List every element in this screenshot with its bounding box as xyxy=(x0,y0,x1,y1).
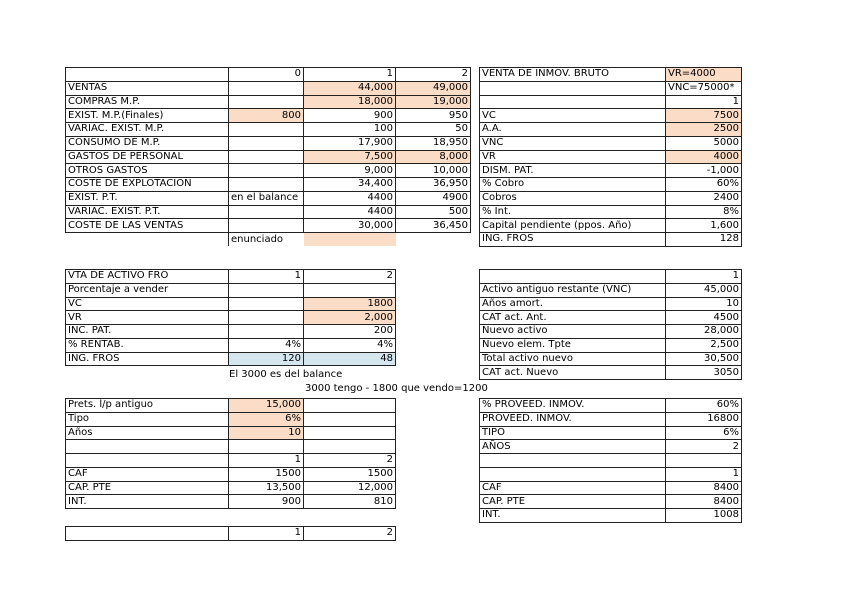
cell[interactable]: 900 xyxy=(229,495,304,509)
table-row xyxy=(480,325,742,339)
table-row xyxy=(66,481,396,495)
cell[interactable]: VR xyxy=(66,311,229,325)
cell[interactable]: % PROVEED. INMOV. xyxy=(480,399,666,413)
table-row xyxy=(480,283,742,297)
table-row xyxy=(66,178,471,192)
cell[interactable]: A.A. xyxy=(480,123,666,137)
cell[interactable]: Capital pendiente (ppos. Año) xyxy=(480,219,666,233)
table-row xyxy=(480,136,742,150)
cell[interactable]: Años amort. xyxy=(480,297,666,311)
cell[interactable] xyxy=(66,527,229,541)
cell[interactable]: 36,950 xyxy=(396,178,471,192)
cell[interactable]: 1500 xyxy=(229,467,304,481)
cell[interactable]: 4000 xyxy=(666,150,742,164)
cell[interactable] xyxy=(229,311,304,325)
cell[interactable]: VC xyxy=(66,297,229,311)
cell[interactable]: VENTAS xyxy=(66,81,229,95)
cell[interactable]: 49,000 xyxy=(396,81,471,95)
cell[interactable]: 10,000 xyxy=(396,164,471,178)
table-row xyxy=(480,205,742,219)
cell[interactable]: Años xyxy=(66,426,229,440)
cell[interactable] xyxy=(229,164,304,178)
table-row xyxy=(480,366,742,380)
table-row xyxy=(480,233,742,247)
cell[interactable]: COSTE DE LAS VENTAS xyxy=(66,219,229,233)
cell[interactable]: INT. xyxy=(480,509,666,523)
cell[interactable]: 6% xyxy=(229,412,304,426)
cell[interactable] xyxy=(304,283,396,297)
cell[interactable] xyxy=(229,150,304,164)
cell[interactable]: INC. PAT. xyxy=(66,325,229,339)
cell[interactable] xyxy=(229,95,304,109)
table-row xyxy=(66,95,471,109)
cell[interactable]: Tipo xyxy=(66,412,229,426)
cell[interactable]: CAT act. Ant. xyxy=(480,311,666,325)
cell[interactable]: 36,450 xyxy=(396,219,471,233)
table-row xyxy=(66,440,396,454)
cell[interactable]: Nuevo activo xyxy=(480,325,666,339)
cell[interactable]: 8400 xyxy=(666,495,742,509)
cell[interactable]: 1 xyxy=(666,270,742,284)
cell[interactable]: VC xyxy=(480,109,666,123)
cell[interactable]: ING. FROS xyxy=(66,352,229,366)
table-row xyxy=(66,338,396,352)
table-row xyxy=(480,68,742,82)
cell[interactable]: 1 xyxy=(229,454,304,468)
cell[interactable] xyxy=(66,440,229,454)
cell[interactable]: 30,000 xyxy=(304,219,396,233)
cell[interactable]: 7500 xyxy=(666,109,742,123)
proveed-table xyxy=(479,398,742,523)
cell[interactable]: COMPRAS M.P. xyxy=(66,95,229,109)
cell[interactable]: 100 xyxy=(304,123,396,137)
cell[interactable]: 12,000 xyxy=(304,481,396,495)
cell[interactable]: VTA DE ACTIVO FRO xyxy=(66,270,229,284)
cell[interactable]: 950 xyxy=(396,109,471,123)
cell[interactable]: 60% xyxy=(666,399,742,413)
cell[interactable] xyxy=(229,440,304,454)
cell[interactable]: GASTOS DE PERSONAL xyxy=(66,150,229,164)
cell[interactable] xyxy=(304,426,396,440)
table-row xyxy=(480,454,742,468)
cell[interactable]: VENTA DE INMOV. BRUTO xyxy=(480,68,666,82)
table-row xyxy=(66,495,396,509)
cost-table xyxy=(65,67,471,246)
cell[interactable]: 16800 xyxy=(666,412,742,426)
cell[interactable]: DISM. PAT. xyxy=(480,164,666,178)
cell[interactable]: OTROS GASTOS xyxy=(66,164,229,178)
cell[interactable]: 900 xyxy=(304,109,396,123)
table-row xyxy=(480,109,742,123)
cell[interactable]: VNC=75000* xyxy=(666,81,742,95)
table-row xyxy=(480,95,742,109)
cell[interactable]: 5000 xyxy=(666,136,742,150)
cell[interactable] xyxy=(304,233,396,247)
table-row xyxy=(480,440,742,454)
prestamo-table xyxy=(65,398,396,509)
cell[interactable]: 3050 xyxy=(666,366,742,380)
cell[interactable] xyxy=(229,283,304,297)
note-balance: El 3000 es del balance xyxy=(229,369,343,380)
cell[interactable]: % RENTAB. xyxy=(66,338,229,352)
cell[interactable]: AÑOS xyxy=(480,440,666,454)
cell[interactable]: 1 xyxy=(304,68,396,82)
cell[interactable] xyxy=(66,68,229,82)
cell[interactable]: -1,000 xyxy=(666,164,742,178)
cell[interactable]: Nuevo elem. Tpte xyxy=(480,338,666,352)
cell[interactable]: 4% xyxy=(229,338,304,352)
cell[interactable]: 0 xyxy=(229,68,304,82)
table-row xyxy=(66,325,396,339)
table-row xyxy=(66,109,471,123)
cell[interactable]: 1 xyxy=(229,527,304,541)
cell[interactable]: 34,400 xyxy=(304,178,396,192)
cell[interactable] xyxy=(229,178,304,192)
cell[interactable]: en el balance xyxy=(229,191,304,205)
table-row xyxy=(66,150,471,164)
table-row xyxy=(480,338,742,352)
table-row xyxy=(66,136,471,150)
table-row xyxy=(480,297,742,311)
table-row xyxy=(480,352,742,366)
cell[interactable]: Cobros xyxy=(480,191,666,205)
cell[interactable]: 15,000 xyxy=(229,399,304,413)
cell[interactable]: 2500 xyxy=(666,123,742,137)
cell[interactable]: 4400 xyxy=(304,191,396,205)
cell[interactable]: enunciado xyxy=(229,233,304,247)
cell[interactable]: 8,000 xyxy=(396,150,471,164)
bottom-table xyxy=(65,526,396,541)
table-row xyxy=(66,399,396,413)
cell[interactable]: CAP. PTE xyxy=(66,481,229,495)
cell[interactable]: VR xyxy=(480,150,666,164)
table-row xyxy=(480,123,742,137)
cell[interactable]: 45,000 xyxy=(666,283,742,297)
cell[interactable]: EXIST. P.T. xyxy=(66,191,229,205)
cell[interactable] xyxy=(229,325,304,339)
cell[interactable]: 200 xyxy=(304,325,396,339)
cell[interactable]: 1008 xyxy=(666,509,742,523)
cell[interactable] xyxy=(480,95,666,109)
cell[interactable] xyxy=(304,440,396,454)
table-row xyxy=(66,467,396,481)
cell[interactable]: 2,500 xyxy=(666,338,742,352)
table-row xyxy=(66,311,396,325)
cell[interactable]: COSTE DE EXPLOTACIÓN xyxy=(66,178,229,192)
table-row xyxy=(66,219,471,233)
cell[interactable]: 60% xyxy=(666,178,742,192)
cell[interactable] xyxy=(304,399,396,413)
table-row xyxy=(66,454,396,468)
cell[interactable]: 13,500 xyxy=(229,481,304,495)
cell[interactable] xyxy=(66,233,229,247)
cell[interactable]: 2 xyxy=(304,454,396,468)
cell[interactable]: 44,000 xyxy=(304,81,396,95)
table-row xyxy=(480,481,742,495)
cell[interactable]: CAF xyxy=(66,467,229,481)
cell[interactable]: 2 xyxy=(666,440,742,454)
cell[interactable]: 1 xyxy=(666,95,742,109)
table-row xyxy=(66,412,396,426)
cell[interactable] xyxy=(480,454,666,468)
table-row xyxy=(66,283,396,297)
cell[interactable]: PROVEED. INMOV. xyxy=(480,412,666,426)
cell[interactable]: 500 xyxy=(396,205,471,219)
cell[interactable] xyxy=(396,233,471,247)
cell[interactable]: % Int. xyxy=(480,205,666,219)
cell[interactable]: 810 xyxy=(304,495,396,509)
cell[interactable]: 2 xyxy=(304,270,396,284)
table-row xyxy=(480,311,742,325)
table-row xyxy=(480,81,742,95)
table-row xyxy=(480,219,742,233)
table-row xyxy=(66,81,471,95)
cell[interactable]: ING. FROS xyxy=(480,233,666,247)
cell[interactable]: CONSUMO DE M.P. xyxy=(66,136,229,150)
cell[interactable]: 800 xyxy=(229,109,304,123)
cell[interactable] xyxy=(229,205,304,219)
cell[interactable]: VARIAC. EXIST. P.T. xyxy=(66,205,229,219)
cell[interactable]: 8% xyxy=(666,205,742,219)
cell[interactable]: 10 xyxy=(229,426,304,440)
cell[interactable]: CAF xyxy=(480,481,666,495)
cell[interactable]: 1500 xyxy=(304,467,396,481)
table-row xyxy=(66,164,471,178)
cell[interactable]: 19,000 xyxy=(396,95,471,109)
cell[interactable]: Total activo nuevo xyxy=(480,352,666,366)
cell[interactable]: 10 xyxy=(666,297,742,311)
table-row xyxy=(480,191,742,205)
cell[interactable]: CAT act. Nuevo xyxy=(480,366,666,380)
cell[interactable] xyxy=(229,219,304,233)
table-row xyxy=(480,412,742,426)
cell[interactable]: 1 xyxy=(666,467,742,481)
table-row xyxy=(480,426,742,440)
cell[interactable]: 50 xyxy=(396,123,471,137)
activo-table xyxy=(65,269,396,366)
table-row xyxy=(480,178,742,192)
cell[interactable]: 2,000 xyxy=(304,311,396,325)
cell[interactable] xyxy=(480,467,666,481)
cell[interactable] xyxy=(480,270,666,284)
cell[interactable]: Activo antiguo restante (VNC) xyxy=(480,283,666,297)
cell[interactable]: 4400 xyxy=(304,205,396,219)
table-row xyxy=(66,297,396,311)
cell[interactable]: 7,500 xyxy=(304,150,396,164)
cell[interactable] xyxy=(229,81,304,95)
cell[interactable]: 1800 xyxy=(304,297,396,311)
table-row xyxy=(480,495,742,509)
table-row xyxy=(66,68,471,82)
table-row xyxy=(66,123,471,137)
cell[interactable]: Porcentaje a vender xyxy=(66,283,229,297)
table-row xyxy=(66,527,396,541)
cell[interactable]: 9,000 xyxy=(304,164,396,178)
cell[interactable] xyxy=(66,454,229,468)
table-row xyxy=(480,270,742,284)
cell[interactable]: VNC xyxy=(480,136,666,150)
table-row xyxy=(480,399,742,413)
table-row xyxy=(66,205,471,219)
cell[interactable]: 2 xyxy=(396,68,471,82)
cell[interactable]: 1,600 xyxy=(666,219,742,233)
cell[interactable]: VR=4000 xyxy=(666,68,742,82)
cell[interactable]: 4900 xyxy=(396,191,471,205)
cell[interactable] xyxy=(229,123,304,137)
cell[interactable] xyxy=(304,412,396,426)
cell[interactable]: TIPO xyxy=(480,426,666,440)
table-row xyxy=(480,164,742,178)
table-row xyxy=(66,191,471,205)
cell[interactable]: Prets. l/p antiguo xyxy=(66,399,229,413)
cell[interactable]: 48 xyxy=(304,352,396,366)
cell[interactable]: VARIAC. EXIST. M.P. xyxy=(66,123,229,137)
table-row xyxy=(480,467,742,481)
cell[interactable]: 6% xyxy=(666,426,742,440)
cell[interactable]: 128 xyxy=(666,233,742,247)
cell[interactable]: % Cobro xyxy=(480,178,666,192)
table-row xyxy=(480,150,742,164)
cell[interactable]: 18,000 xyxy=(304,95,396,109)
inmov-table xyxy=(479,67,742,247)
cell[interactable]: 1 xyxy=(229,270,304,284)
cell[interactable] xyxy=(229,297,304,311)
cell[interactable]: 2 xyxy=(304,527,396,541)
cell[interactable]: EXIST. M.P.(Finales) xyxy=(66,109,229,123)
cell[interactable] xyxy=(480,81,666,95)
activo-nuevo-table xyxy=(479,269,742,380)
cell[interactable]: INT. xyxy=(66,495,229,509)
cell[interactable]: 2400 xyxy=(666,191,742,205)
cell[interactable]: 4% xyxy=(304,338,396,352)
note-difference: 3000 tengo - 1800 que vendo=1200 xyxy=(305,383,488,394)
table-row xyxy=(66,352,396,366)
cell[interactable]: 28,000 xyxy=(666,325,742,339)
cell[interactable]: 18,950 xyxy=(396,136,471,150)
cell[interactable]: 4500 xyxy=(666,311,742,325)
table-row xyxy=(66,426,396,440)
table-row xyxy=(480,509,742,523)
cell[interactable]: 120 xyxy=(229,352,304,366)
cell[interactable]: CAP. PTE xyxy=(480,495,666,509)
cell[interactable] xyxy=(666,454,742,468)
table-row xyxy=(66,233,471,247)
cell[interactable] xyxy=(229,136,304,150)
cell[interactable]: 8400 xyxy=(666,481,742,495)
cell[interactable]: 17,900 xyxy=(304,136,396,150)
table-row xyxy=(66,270,396,284)
cell[interactable]: 30,500 xyxy=(666,352,742,366)
